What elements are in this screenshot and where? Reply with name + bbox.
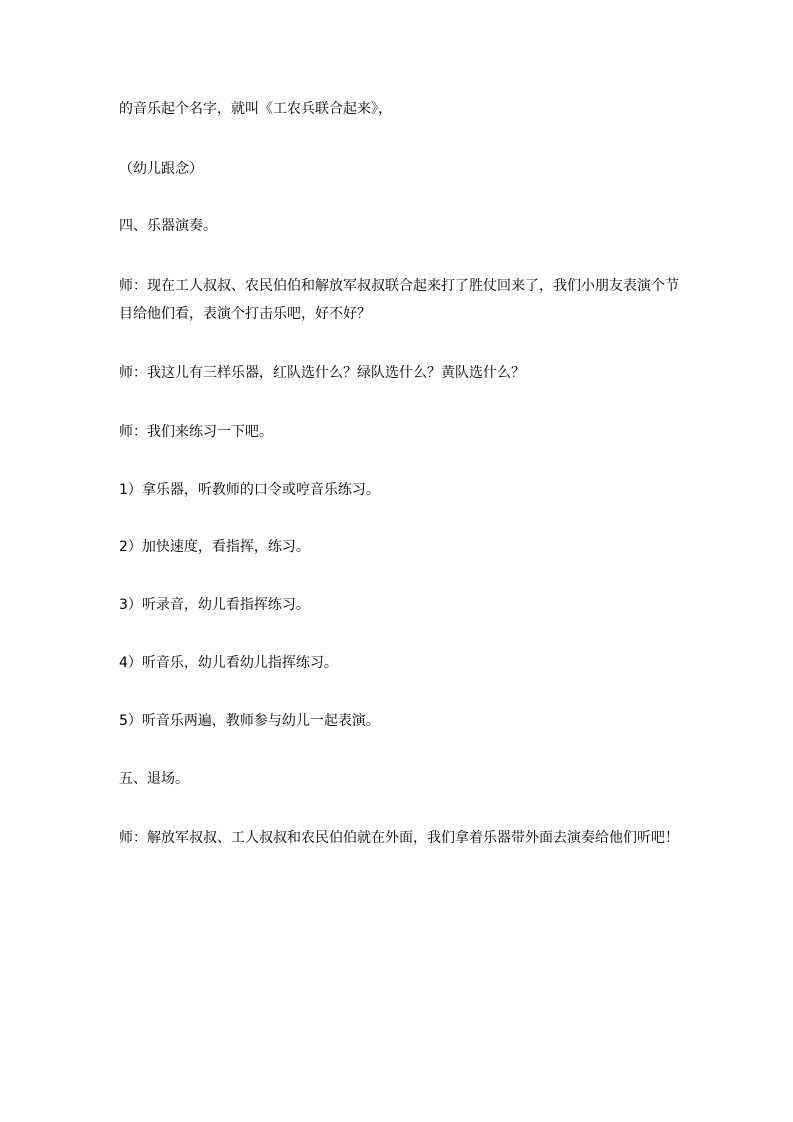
step-1: 1）拿乐器，听教师的口令或哼音乐练习。 <box>119 482 380 498</box>
step-2: 2）加快速度，看指挥，练习。 <box>119 539 310 555</box>
paragraph-teacher-exit: 师：解放军叔叔、工人叔叔和农民伯伯就在外面，我们拿着乐器带外面去演奏给他们听吧！ <box>119 830 679 846</box>
paragraph-teacher-instruments: 师：我这儿有三样乐器，红队选什么？绿队选什么？黄队选什么？ <box>119 365 525 381</box>
paragraph-children-repeat: （幼儿跟念） <box>119 161 203 177</box>
step-3: 3）听录音，幼儿看指挥练习。 <box>119 597 310 613</box>
paragraph-music-name: 的音乐起个名字，就叫《工农兵联合起来》， <box>119 101 392 117</box>
section-heading-exit: 五、退场。 <box>119 771 189 787</box>
step-4: 4）听音乐，幼儿看幼儿指挥练习。 <box>119 655 338 671</box>
section-heading-instrument-performance: 四、乐器演奏。 <box>119 218 217 234</box>
paragraph-teacher-intro: 师：现在工人叔叔、农民伯伯和解放军叔叔联合起来打了胜仗回来了，我们小朋友表演个节目给他们看，表演个打击乐吧，好不好？ <box>119 278 679 322</box>
paragraph-teacher-practice: 师：我们来练习一下吧。 <box>119 424 273 440</box>
step-5: 5）听音乐两遍，教师参与幼儿一起表演。 <box>119 713 380 729</box>
